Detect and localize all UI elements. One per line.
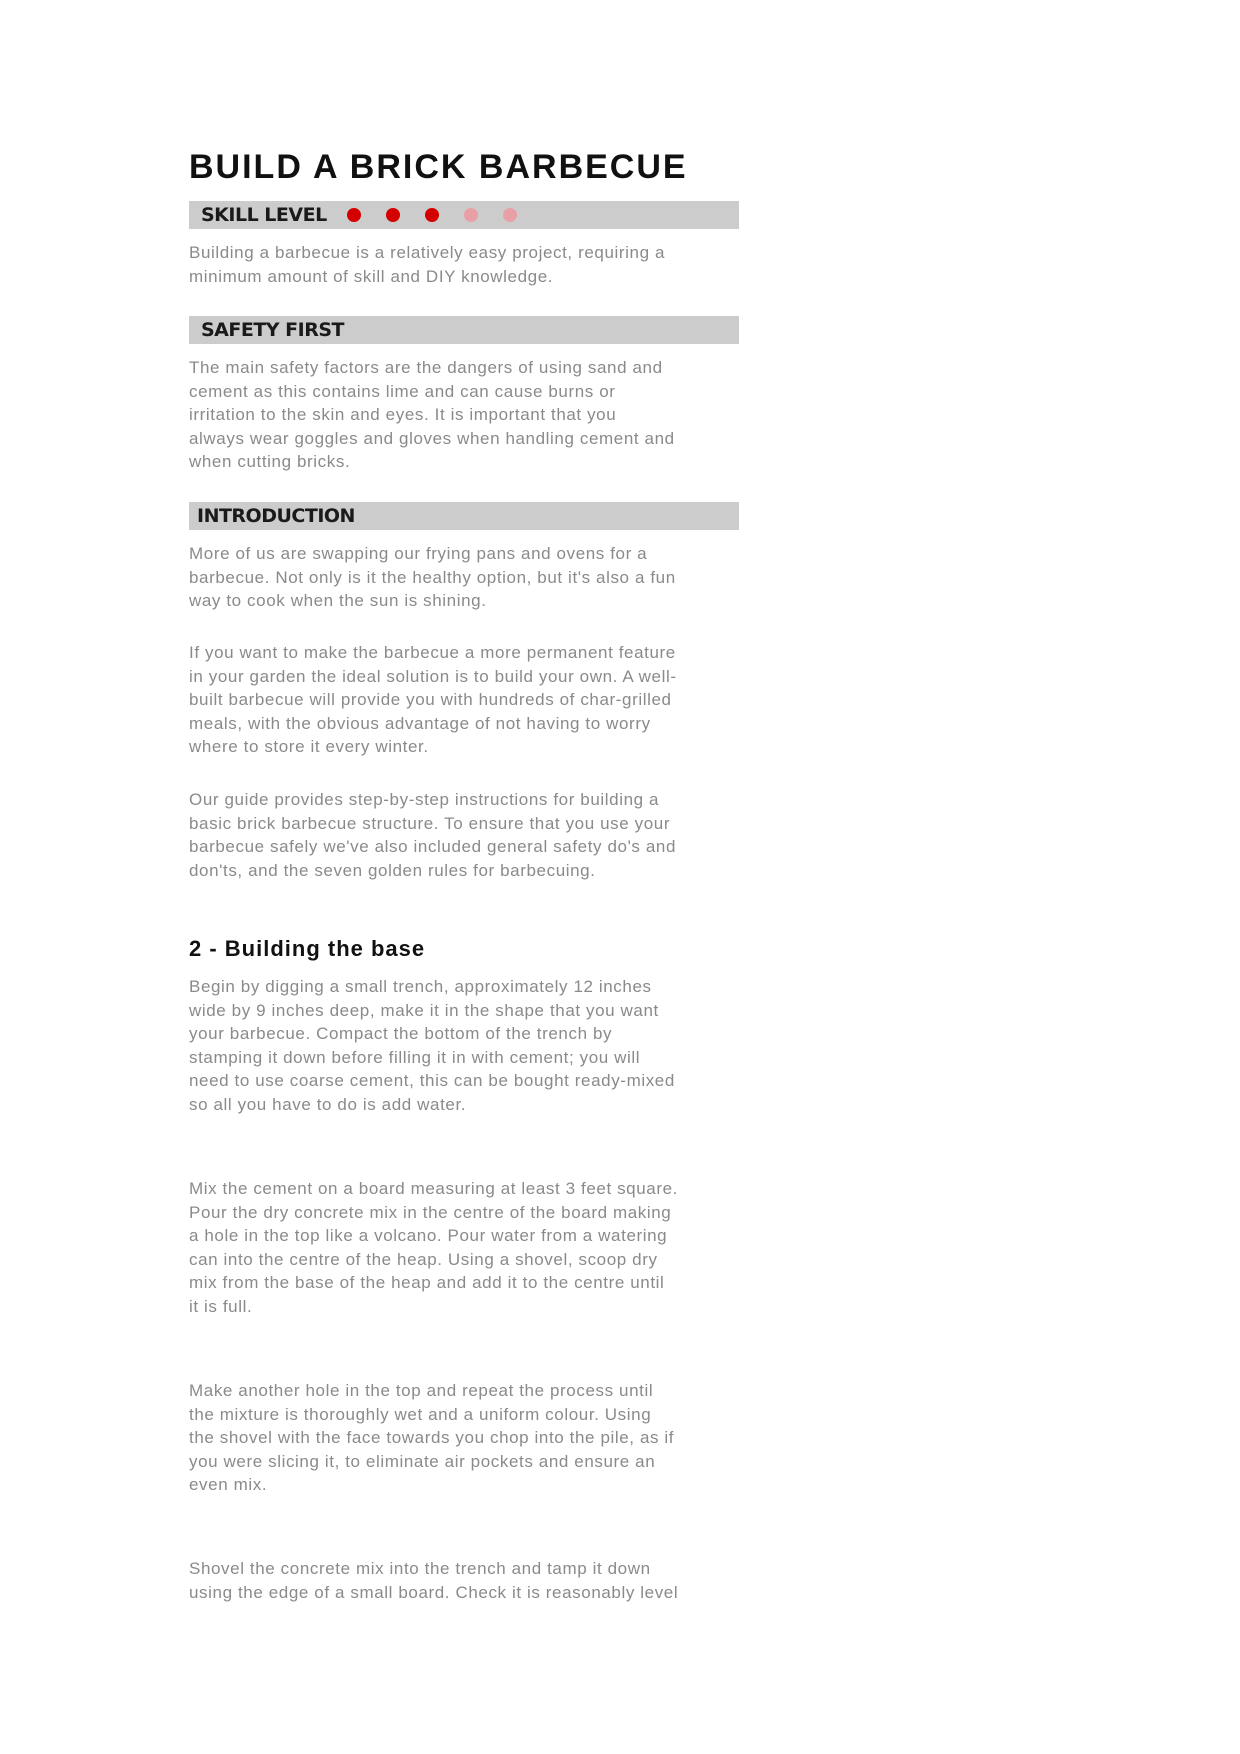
safety-first-label: SAFETY FIRST	[201, 319, 345, 341]
safety-first-text: The main safety factors are the dangers of using sand and cement as this contains lime and can cause burns or irritation to the skin and eyes. It is important that you always wear goggles and gloves when handling cement and when cutting bricks.	[189, 358, 675, 471]
section-paragraph: Mix the cement on a board measuring at least 3 feet square. Pour the dry concrete mix in the centre of the board making a hole in the top like a volcano. Pour water from a watering can into the centre of the heap. Using a shovel, scoop dry mix from the base of the heap and add it to the centre until it is full.	[189, 1179, 678, 1316]
skill-level-text: Building a barbecue is a relatively easy project, requiring a minimum amount of skill and DIY knowledge.	[189, 243, 666, 286]
introduction-paragraph: Our guide provides step-by-step instructions for building a basic brick barbecue structure. To ensure that you use your barbecue safely we've also included general safety do's and don'ts, and the seven golden rules for barbecuing.	[189, 790, 677, 880]
section-paragraph: Begin by digging a small trench, approximately 12 inches wide by 9 inches deep, make it in the shape that you want your barbecue. Compact the bottom of the trench by stamping it down before filling it in with cement; you will need to use coarse cement, this can be bought ready-mixed so all you have to do is add water.	[189, 977, 675, 1114]
safety-first-bar	[189, 316, 739, 344]
section-heading: 2 - Building the base	[189, 936, 426, 961]
introduction-paragraph: If you want to make the barbecue a more permanent feature in your garden the ideal solution is to build your own. A well- built barbecue will provide you with hundreds of char-grilled meals, with the obvious advantage of not having to worry where to store it every winter.	[189, 643, 677, 756]
skill-dot-filled-icon	[386, 208, 400, 222]
skill-level-bar	[189, 201, 739, 229]
introduction-paragraph: More of us are swapping our frying pans and ovens for a barbecue. Not only is it the healthy option, but it's also a fun way to cook when the sun is shining.	[189, 544, 676, 610]
skill-dot-empty-icon	[464, 208, 478, 222]
skill-dot-filled-icon	[347, 208, 361, 222]
skill-dot-empty-icon	[503, 208, 517, 222]
introduction-label: INTRODUCTION	[197, 505, 355, 527]
section-paragraph: Shovel the concrete mix into the trench and tamp it down using the edge of a small board. Check it is reasonably level	[189, 1559, 679, 1602]
page-title: BUILD A BRICK BARBECUE	[189, 148, 688, 186]
skill-dot-filled-icon	[425, 208, 439, 222]
skill-level-label: SKILL LEVEL	[201, 204, 327, 226]
section-paragraph: Make another hole in the top and repeat the process until the mixture is thoroughly wet and a uniform colour. Using the shovel with the face towards you chop into the pile, as if you were slicing it, to eliminate air pockets and ensure an even mix.	[189, 1381, 675, 1494]
skill-level-rating	[347, 208, 517, 222]
introduction-bar	[189, 502, 739, 530]
